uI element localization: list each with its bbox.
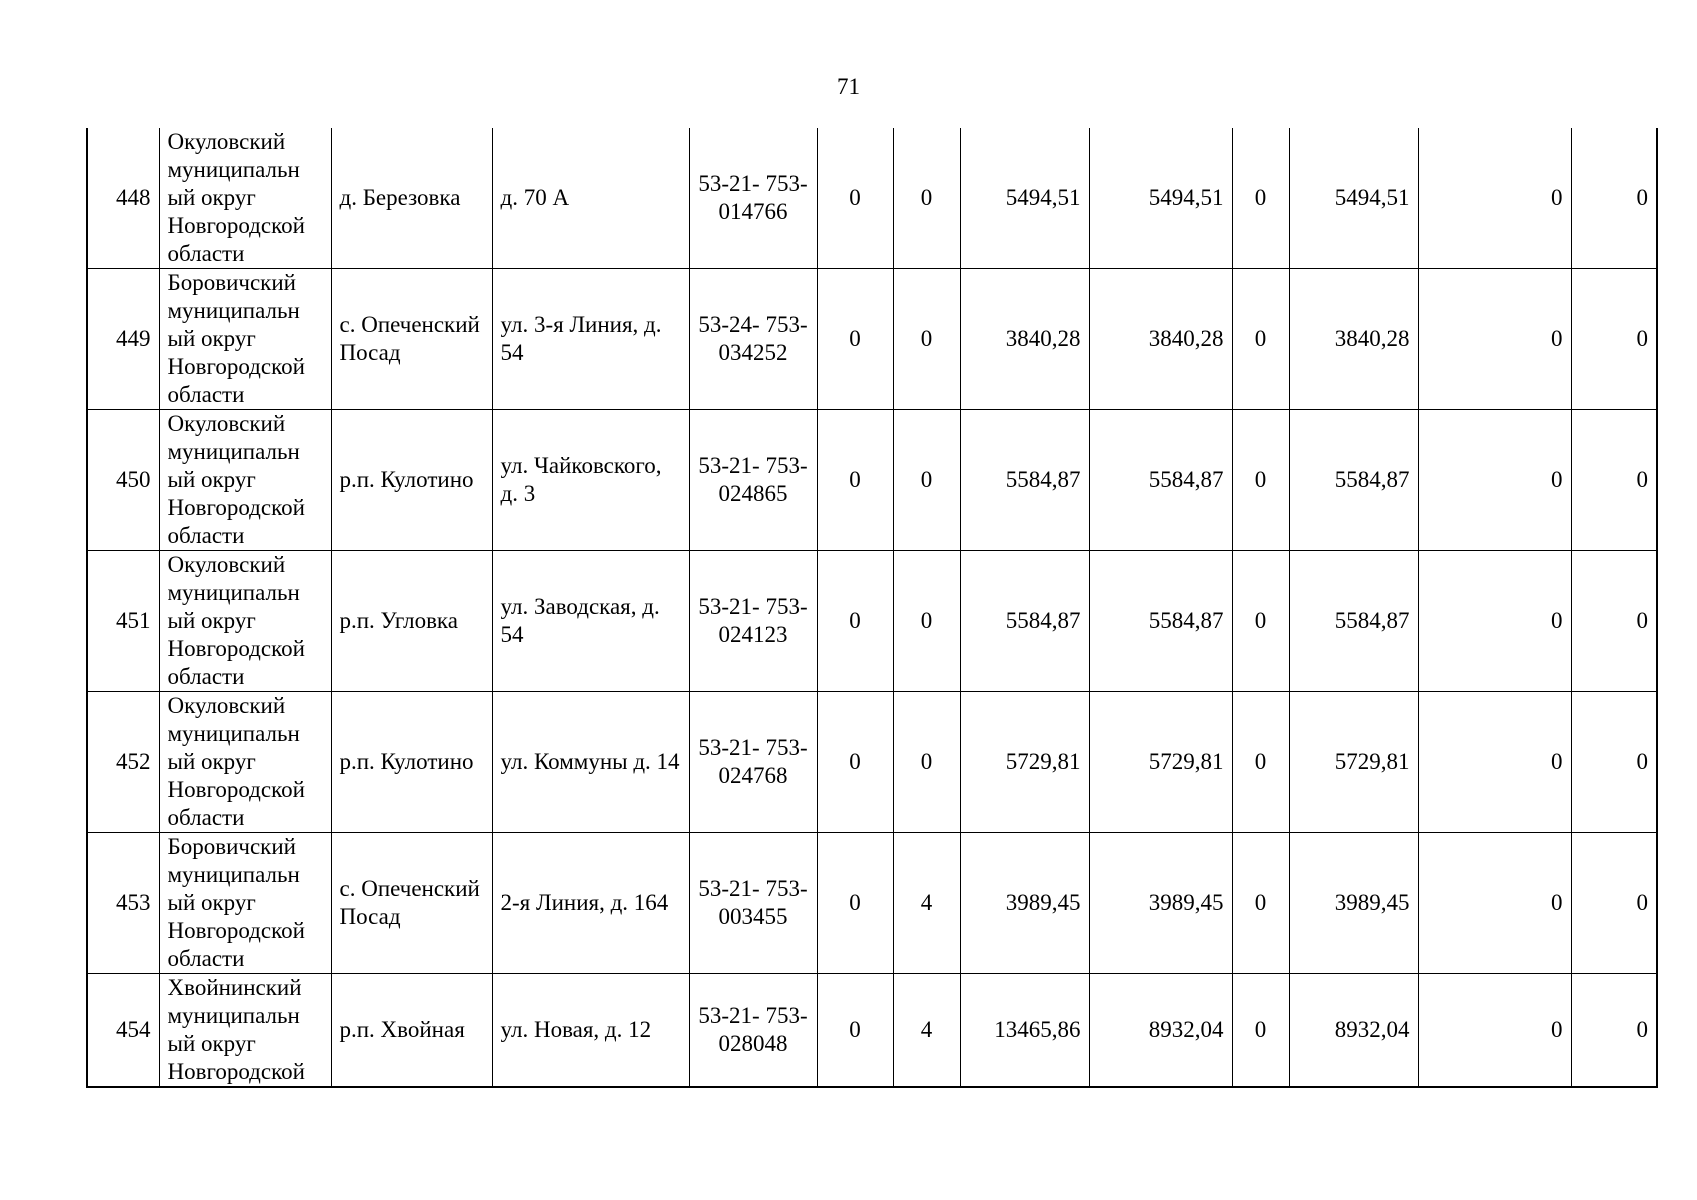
district-cell: Окуловский муниципальн ый округ Новгородской области [159,692,331,833]
value-cell: 0 [1571,833,1657,974]
code-cell: 53-21- 753- 014766 [689,128,817,269]
value-cell: 13465,86 [960,974,1089,1088]
code-cell: 53-21- 753- 028048 [689,974,817,1088]
code-cell: 53-21- 753- 024865 [689,410,817,551]
value-cell: 0 [893,551,960,692]
value-cell: 0 [1571,269,1657,410]
value-cell: 5584,87 [960,551,1089,692]
value-cell: 0 [893,692,960,833]
value-cell: 0 [1571,551,1657,692]
settlement-cell: с. Опеченский Посад [331,833,492,974]
value-cell: 8932,04 [1289,974,1418,1088]
table-row [87,269,1657,410]
value-cell: 5584,87 [960,410,1089,551]
value-cell: 0 [893,410,960,551]
value-cell: 0 [1232,833,1289,974]
value-cell: 0 [1232,974,1289,1088]
address-cell: ул. Новая, д. 12 [492,974,689,1088]
settlement-cell: р.п. Кулотино [331,410,492,551]
value-cell: 5584,87 [1089,410,1232,551]
value-cell: 5729,81 [1289,692,1418,833]
value-cell: 5494,51 [960,128,1089,269]
district-cell: Окуловский муниципальн ый округ Новгородской области [159,128,331,269]
value-cell: 0 [1571,974,1657,1088]
value-cell: 0 [817,692,893,833]
row-number: 448 [87,128,159,269]
value-cell: 0 [1418,692,1571,833]
value-cell: 0 [1232,269,1289,410]
code-cell: 53-21- 753- 003455 [689,833,817,974]
value-cell: 0 [1232,410,1289,551]
value-cell: 0 [1418,410,1571,551]
value-cell: 0 [1232,551,1289,692]
value-cell: 3989,45 [960,833,1089,974]
value-cell: 3840,28 [960,269,1089,410]
code-cell: 53-24- 753- 034252 [689,269,817,410]
value-cell: 4 [893,833,960,974]
district-cell: Хвойнинский муниципальн ый округ Новгородской [159,974,331,1088]
table-row [87,974,1657,1088]
value-cell: 0 [1571,410,1657,551]
value-cell: 0 [1418,269,1571,410]
row-number: 453 [87,833,159,974]
address-cell: ул. Чайковского, д. 3 [492,410,689,551]
code-cell: 53-21- 753- 024123 [689,551,817,692]
value-cell: 5584,87 [1089,551,1232,692]
district-cell: Боровичский муниципальн ый округ Новгородской области [159,269,331,410]
value-cell: 0 [1418,128,1571,269]
value-cell: 3989,45 [1089,833,1232,974]
value-cell: 0 [1232,692,1289,833]
settlement-cell: р.п. Кулотино [331,692,492,833]
row-number: 450 [87,410,159,551]
value-cell: 0 [893,128,960,269]
district-cell: Боровичский муниципальн ый округ Новгородской области [159,833,331,974]
value-cell: 5584,87 [1289,410,1418,551]
value-cell: 0 [1418,551,1571,692]
value-cell: 0 [817,128,893,269]
value-cell: 0 [1571,128,1657,269]
value-cell: 4 [893,974,960,1088]
value-cell: 0 [1418,974,1571,1088]
value-cell: 8932,04 [1089,974,1232,1088]
table-row [87,692,1657,833]
row-number: 451 [87,551,159,692]
code-cell: 53-21- 753- 024768 [689,692,817,833]
value-cell: 5729,81 [960,692,1089,833]
value-cell: 3840,28 [1089,269,1232,410]
settlement-cell: р.п. Хвойная [331,974,492,1088]
settlement-cell: р.п. Угловка [331,551,492,692]
value-cell: 5494,51 [1089,128,1232,269]
value-cell: 0 [1232,128,1289,269]
address-cell: ул. 3-я Линия, д. 54 [492,269,689,410]
row-number: 449 [87,269,159,410]
settlement-cell: с. Опеченский Посад [331,269,492,410]
table-row [87,410,1657,551]
table-row [87,833,1657,974]
table-row [87,128,1657,269]
value-cell: 5584,87 [1289,551,1418,692]
row-number: 454 [87,974,159,1088]
address-cell: 2-я Линия, д. 164 [492,833,689,974]
value-cell: 0 [817,833,893,974]
value-cell: 3989,45 [1289,833,1418,974]
table-row [87,551,1657,692]
settlement-cell: д. Березовка [331,128,492,269]
value-cell: 5729,81 [1089,692,1232,833]
value-cell: 0 [817,551,893,692]
address-cell: ул. Заводская, д. 54 [492,551,689,692]
district-cell: Окуловский муниципальн ый округ Новгородской области [159,410,331,551]
value-cell: 3840,28 [1289,269,1418,410]
row-number: 452 [87,692,159,833]
value-cell: 0 [817,269,893,410]
value-cell: 5494,51 [1289,128,1418,269]
address-cell: д. 70 А [492,128,689,269]
value-cell: 0 [1418,833,1571,974]
district-cell: Окуловский муниципальн ый округ Новгородской области [159,551,331,692]
value-cell: 0 [817,974,893,1088]
page-number: 71 [837,74,860,99]
address-cell: ул. Коммуны д. 14 [492,692,689,833]
data-table [86,128,1658,1088]
value-cell: 0 [817,410,893,551]
value-cell: 0 [1571,692,1657,833]
value-cell: 0 [893,269,960,410]
